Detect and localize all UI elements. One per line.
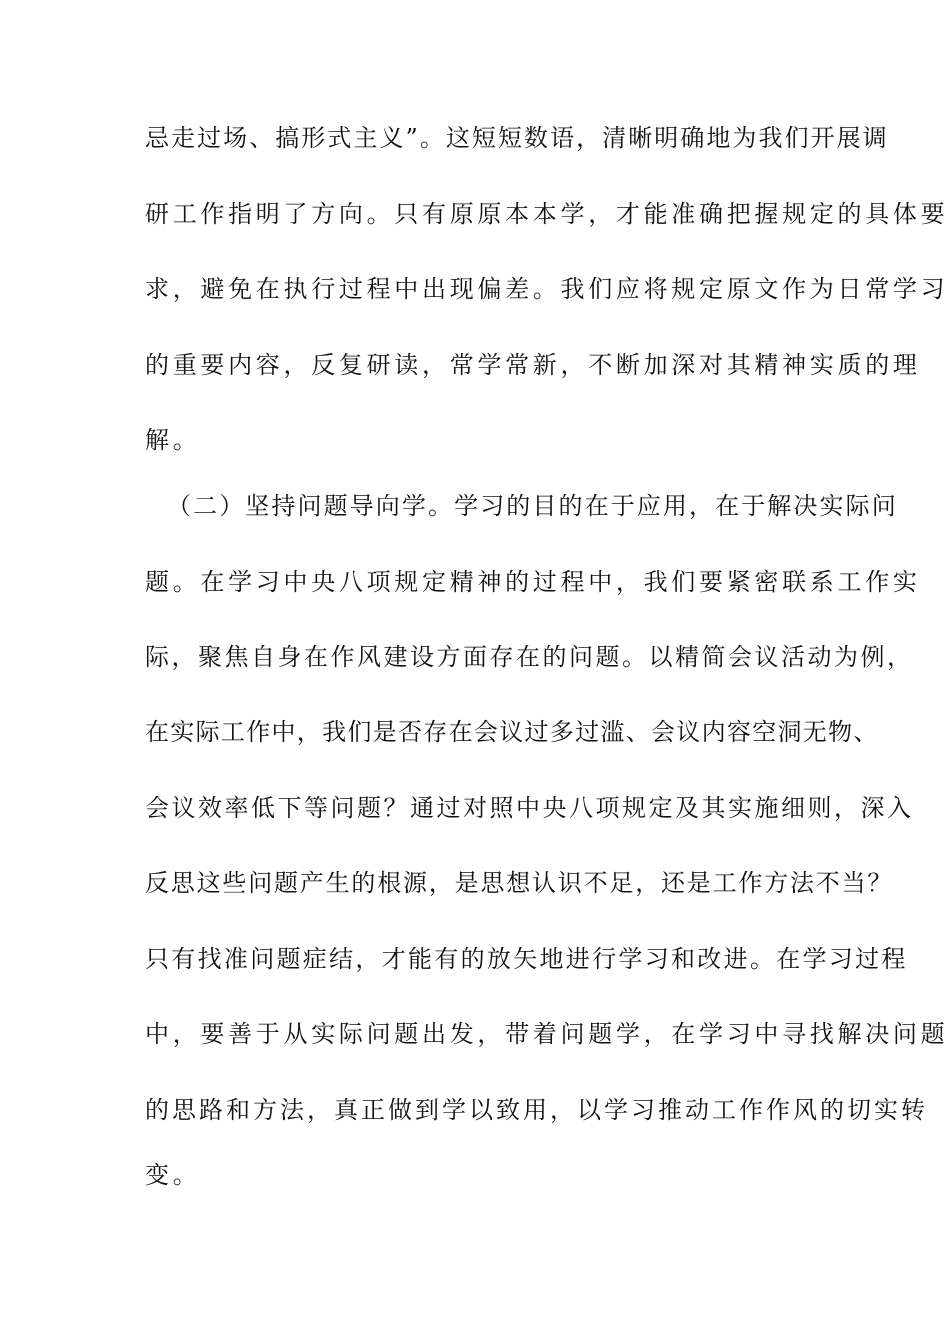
text-line: 的重要内容，反复研读，常学常新，不断加深对其精神实质的理 [145,351,921,379]
text-line: 在实际工作中，我们是否存在会议过多过滥、会议内容空洞无物、 [145,718,879,746]
text-line: 研工作指明了方向。只有原原本本学，才能准确把握规定的具体要 [145,200,949,228]
text-line: 题。在学习中央八项规定精神的过程中，我们要紧密联系工作实 [145,568,921,596]
text-line: 际，聚焦自身在作风建设方面存在的问题。以精简会议活动为例， [145,643,914,671]
text-line: 忌走过场、搞形式主义”。这短短数语，清晰明确地为我们开展调 [145,124,889,152]
text-line: 解。 [145,426,201,454]
section-heading-line: （二）坚持问题导向学。学习的目的在于应用，在于解决实际问 [167,492,898,520]
text-line: 求，避免在执行过程中出现偏差。我们应将规定原文作为日常学习 [145,275,949,303]
text-line: 变。 [145,1161,201,1189]
text-line: 反思这些问题产生的根源，是思想认识不足，还是工作方法不当？ [145,869,894,897]
text-line: 的思路和方法，真正做到学以致用，以学习推动工作作风的切实转 [145,1096,928,1124]
text-line: 只有找准问题症结，才能有的放矢地进行学习和改进。在学习过程 [145,945,908,973]
text-line: 中，要善于从实际问题出发，带着问题学，在学习中寻找解决问题 [145,1020,949,1048]
text-line: 会议效率低下等问题？通过对照中央八项规定及其实施细则，深入 [145,794,914,822]
